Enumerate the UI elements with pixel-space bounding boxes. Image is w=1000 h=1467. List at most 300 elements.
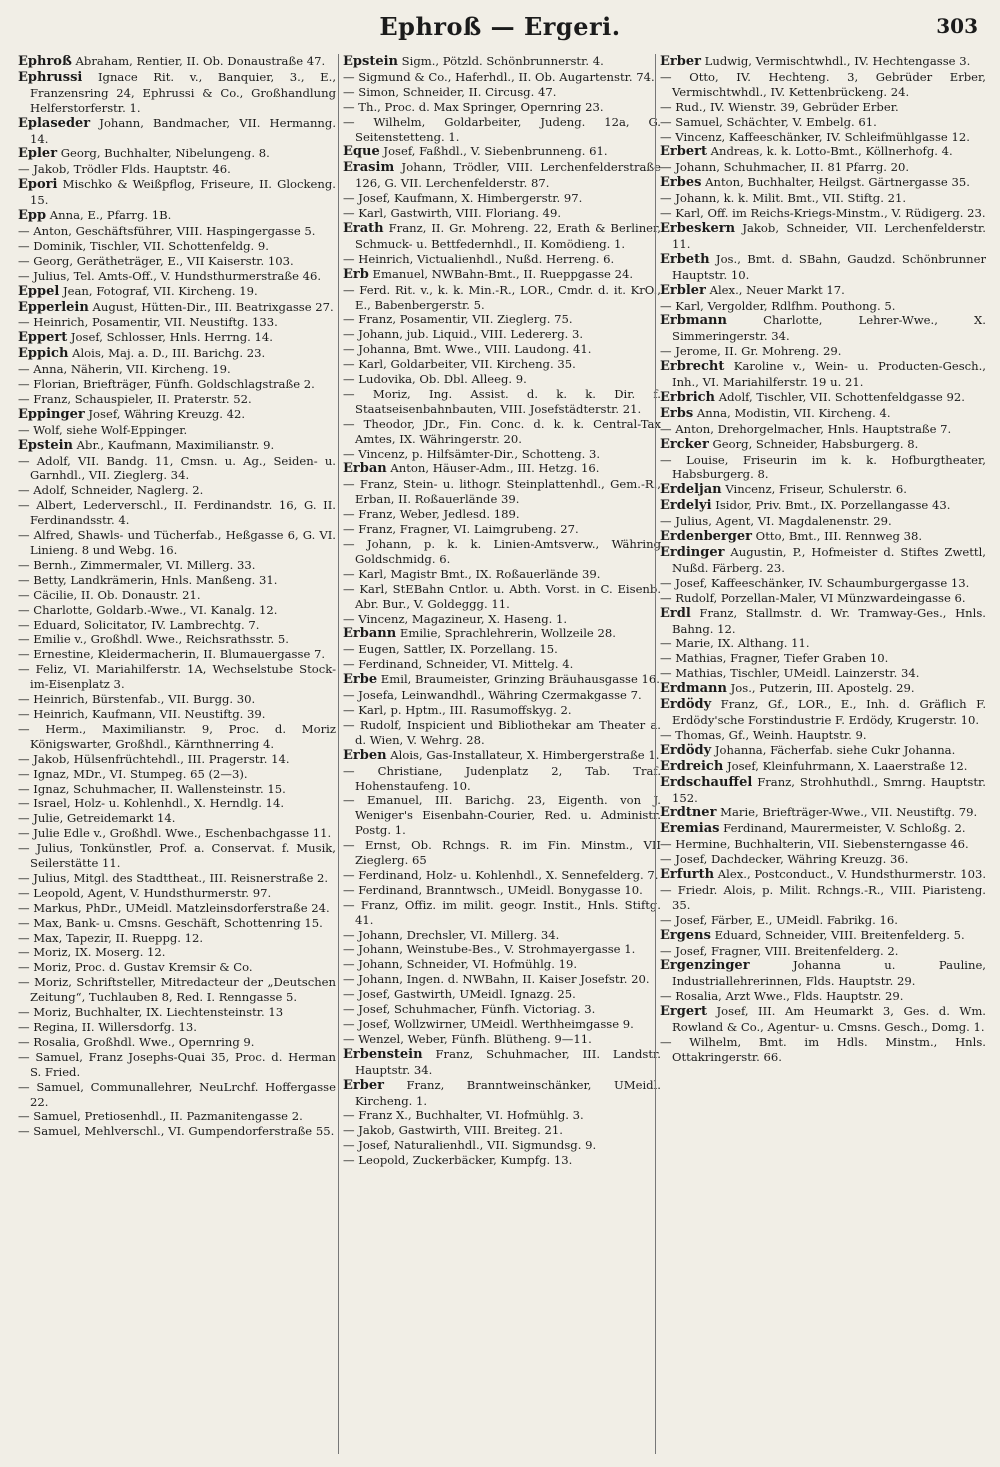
- directory-entry: [343, 417, 661, 447]
- entry-surname: Erbeth: [660, 251, 710, 267]
- directory-entry: [660, 529, 986, 545]
- directory-entry: [18, 454, 336, 484]
- entry-surname: Epler: [18, 146, 58, 162]
- directory-entry: [343, 1078, 661, 1109]
- entry-text: — Bernh., Zimmermaler, VI. Millerg. 33.: [18, 557, 256, 572]
- entry-text: Jean, Fotograf, VII. Kircheng. 19.: [59, 283, 258, 298]
- entry-text: — Jerome, II. Gr. Mohreng. 29.: [660, 344, 842, 359]
- directory-entry: [18, 811, 336, 826]
- entry-text: — Th., Proc. d. Max Springer, Opernring 23.: [343, 99, 604, 114]
- entry-text: Johanna u. Pauline, Industriallehrerinnen, Flds. Hauptstr. 29.: [672, 958, 986, 989]
- directory-entry: [18, 1080, 336, 1110]
- entry-text: — Eugen, Sattler, IX. Porzellang. 15.: [343, 642, 558, 657]
- directory-entry: [343, 972, 661, 987]
- entry-text: Johann, Bandmacher, VII. Hermanng. 14.: [30, 115, 336, 146]
- entry-surname: Erben: [343, 747, 387, 763]
- directory-entry: [18, 239, 336, 254]
- directory-entry: [18, 269, 336, 284]
- entry-text: Abraham, Rentier, II. Ob. Donaustraße 47.: [71, 54, 326, 68]
- entry-text: — Thomas, Gf., Weinh. Hauptstr. 9.: [660, 727, 867, 742]
- directory-entry: [18, 618, 336, 633]
- directory-entry: [343, 868, 661, 883]
- directory-entry: [18, 177, 336, 208]
- entry-text: Johanna, Fächerfab. siehe Cukr Johanna.: [711, 742, 956, 757]
- directory-entry: [660, 359, 986, 390]
- entry-text: Alex., Postconduct., V. Hundsthurmerstr. 103.: [714, 867, 986, 882]
- entry-surname: Ephroß: [18, 54, 72, 69]
- entry-surname: Erdtner: [660, 805, 717, 821]
- directory-entry: [18, 315, 336, 330]
- entry-text: — Johann, jub. Liquid., VIII. Ledererg. 3.: [343, 327, 584, 342]
- entry-text: Josef, Währing Kreuzg. 42.: [84, 406, 246, 421]
- directory-entry: [343, 793, 661, 838]
- entry-surname: Erbeskern: [660, 220, 736, 236]
- entry-text: — Franz X., Buchhalter, VI. Hofmühlg. 3.: [343, 1108, 584, 1123]
- directory-entry: [343, 1047, 661, 1078]
- directory-entry: [343, 987, 661, 1002]
- entry-text: — Samuel, Mehlverschl., VI. Gumpendorferstraße 55.: [18, 1124, 335, 1139]
- directory-entry: [343, 283, 661, 313]
- directory-entry: [343, 612, 661, 627]
- entry-text: — Leopold, Zuckerbäcker, Kumpfg. 13.: [343, 1153, 573, 1168]
- directory-entry: [660, 514, 986, 529]
- entry-surname: Ergert: [660, 1004, 707, 1020]
- entry-text: — Franz, Fragner, VI. Laimgrubeng. 27.: [343, 522, 579, 537]
- directory-entry: [343, 115, 661, 145]
- entry-text: — Markus, PhDr., UMeidl. Matzleinsdorferstraße 24.: [18, 900, 330, 915]
- entry-text: — Hermine, Buchhalterin, VII. Siebensterngasse 46.: [660, 837, 969, 852]
- entry-surname: Erban: [343, 461, 387, 477]
- column-middle: [338, 54, 661, 1454]
- entry-surname: Erber: [660, 54, 701, 69]
- entry-text: — Christiane, Judenplatz 2, Tab. Traf. Hohenstaufeng. 10.: [343, 763, 661, 793]
- directory-entry: [18, 116, 336, 147]
- directory-entry: [343, 942, 661, 957]
- entry-text: — Josef, Färber, E., UMeidl. Fabrikg. 16.: [660, 912, 898, 927]
- entry-text: — Heinrich, Bürstenfab., VII. Burgg. 30.: [18, 692, 256, 707]
- entry-text: — Emanuel, III. Barichg. 23, Eigenth. von J. Weniger's Eisenbahn-Courier, Red. u. Administr. Postg. 1.: [343, 793, 661, 838]
- entry-text: — Julius, Agent, VI. Magdalenenstr. 29.: [660, 514, 892, 529]
- entry-surname: Erdmann: [660, 681, 727, 697]
- directory-entry: [343, 688, 661, 703]
- entry-surname: Erdreich: [660, 758, 724, 774]
- directory-entry: [660, 283, 986, 299]
- directory-entry: [343, 477, 661, 507]
- directory-entry: [18, 901, 336, 916]
- entry-surname: Erdödy: [660, 742, 712, 758]
- directory-entry: [18, 392, 336, 407]
- entry-text: — Eduard, Solicitator, IV. Lambrechtg. 7.: [18, 617, 260, 632]
- directory-entry: [18, 377, 336, 392]
- entry-text: — Johann, Weinstube-Bes., V. Strohmayergasse 1.: [343, 942, 636, 957]
- entry-text: — Samuel, Franz Josephs-Quai 35, Proc. d. Herman S. Fried.: [18, 1049, 336, 1079]
- entry-text: — Cäcilie, II. Ob. Donaustr. 21.: [18, 587, 201, 602]
- entry-text: — Florian, Briefträger, Fünfh. Goldschlagstraße 2.: [18, 377, 315, 392]
- directory-entry: [660, 299, 986, 314]
- entry-text: Abr., Kaufmann, Maximilianstr. 9.: [72, 437, 275, 452]
- directory-entry: [343, 461, 661, 477]
- entry-text: — Rud., IV. Wienstr. 39, Gebrüder Erber.: [660, 99, 899, 114]
- entry-text: — Theodor, JDr., Fin. Conc. d. k. k. Central-Tax Amtes, IX. Währingerstr. 20.: [343, 416, 661, 446]
- entry-text: — Alfred, Shawls- und Tücherfab., Heßgasse 6, G. VI. Linieng. 8 und Webg. 16.: [18, 528, 336, 557]
- entry-text: — Ernst, Ob. Rchngs. R. im Fin. Minstm., VII Zieglerg. 65: [343, 838, 661, 868]
- directory-entry: [660, 437, 986, 453]
- entry-text: — Moriz, Proc. d. Gustav Kremsir & Co.: [18, 960, 253, 975]
- entry-text: — Ernestine, Kleidermacherin, II. Blumauergasse 7.: [18, 647, 326, 662]
- directory-entry: [343, 312, 661, 327]
- entry-text: — Jakob, Gastwirth, VIII. Breiteg. 21.: [343, 1123, 563, 1138]
- entry-surname: Erdl: [660, 605, 691, 621]
- directory-entry: [343, 357, 661, 372]
- directory-entry: [18, 916, 336, 931]
- entry-text: — Otto, IV. Hechteng. 3, Gebrüder Erber, Vermischtwhdl., IV. Kettenbrückeng. 24.: [660, 69, 986, 99]
- directory-entry: [660, 453, 986, 483]
- directory-entry: [660, 344, 986, 359]
- directory-entry: [660, 821, 986, 837]
- entry-text: — Sigmund & Co., Haferhdl., II. Ob. Augartenstr. 74.: [343, 69, 655, 84]
- directory-entry: [18, 662, 336, 692]
- directory-entry: [18, 224, 336, 239]
- directory-entry: [343, 387, 661, 417]
- entry-surname: Erdenberger: [660, 529, 752, 545]
- directory-entry: [18, 796, 336, 811]
- directory-entry: [343, 1002, 661, 1017]
- directory-entry: [660, 1035, 986, 1065]
- directory-entry: [18, 722, 336, 752]
- directory-entry: [343, 267, 661, 283]
- page-number: 303: [936, 14, 978, 38]
- entry-text: Emilie, Sprachlehrerin, Wollzeile 28.: [396, 626, 616, 641]
- directory-entry: [660, 636, 986, 651]
- entry-text: Josef, Faßhdl., V. Siebenbrunneng. 61.: [379, 144, 608, 159]
- entry-text: — Johann, Ingen. d. NWBahn, II. Kaiser Josefstr. 20.: [343, 972, 650, 987]
- entry-text: — Simon, Schneider, II. Circusg. 47.: [343, 84, 557, 99]
- entry-text: — Karl, Gastwirth, VIII. Floriang. 49.: [343, 206, 561, 221]
- entry-text: — Jakob, Trödler Flds. Hauptstr. 46.: [18, 162, 231, 177]
- directory-entry: [343, 957, 661, 972]
- entry-text: Jos., Bmt. d. SBahn, Gaudzd. Schönbrunner Hauptstr. 10.: [672, 251, 986, 282]
- directory-entry: [343, 1123, 661, 1138]
- directory-entry: [18, 254, 336, 269]
- entry-surname: Eque: [343, 144, 380, 160]
- entry-text: Anna, Modistin, VII. Kircheng. 4.: [693, 405, 891, 420]
- entry-surname: Eplaseder: [18, 115, 91, 131]
- entry-text: — Charlotte, Goldarb.-Wwe., VI. Kanalg. 12.: [18, 602, 278, 617]
- directory-entry: [660, 837, 986, 852]
- directory-entry: [18, 208, 336, 224]
- entry-text: Jos., Putzerin, III. Apostelg. 29.: [726, 681, 915, 696]
- entry-text: — Franz, Stein- u. lithogr. Steinplattenhdl., Gem.-R., Erban, II. Roßauerlände 39.: [343, 477, 661, 507]
- directory-entry: [18, 1035, 336, 1050]
- directory-entry: [660, 743, 986, 759]
- directory-entry: [18, 498, 336, 528]
- entry-text: Alois, Gas-Installateur, X. Himbergerstraße 1.: [386, 747, 660, 762]
- entry-text: — Josef, Kaufmann, X. Himbergerstr. 97.: [343, 191, 583, 206]
- entry-text: Sigm., Pötzld. Schönbrunnerstr. 4.: [397, 54, 604, 68]
- directory-entry: [18, 362, 336, 377]
- entry-text: — Ferdinand, Holz- u. Kohlenhdl., X. Sennefelderg. 7.: [343, 867, 659, 882]
- entry-text: Anton, Buchhalter, Heilgst. Gärtnergasse 35.: [701, 175, 970, 190]
- entry-text: — Moriz, Buchhalter, IX. Liechtensteinstr. 13: [18, 1005, 284, 1020]
- entry-text: Franz, II. Gr. Mohreng. 22, Erath & Berliner, Schmuck- u. Bettfedernhdl., II. Komödieng. 1.: [355, 220, 661, 251]
- entry-text: — Josef, Naturalienhdl., VII. Sigmundsg. 9.: [343, 1138, 597, 1153]
- entry-text: — Samuel, Schächter, V. Embelg. 61.: [660, 114, 877, 129]
- entry-text: — Georg, Gerätheträger, E., VII Kaiserstr. 103.: [18, 253, 294, 268]
- entry-surname: Erbrecht: [660, 359, 725, 375]
- entry-text: — Rudolf, Porzellan-Maler, VI Münzwardeingasse 6.: [660, 590, 966, 605]
- directory-entry: [343, 1032, 661, 1047]
- entry-surname: Erdeljan: [660, 482, 722, 498]
- entry-text: — Adolf, VII. Bandg. 11, Cmsn. u. Ag., Seiden- u. Garnhdl., VII. Zieglerg. 34.: [18, 453, 336, 483]
- directory-entry: [660, 100, 986, 115]
- entry-surname: Erasim: [343, 160, 395, 176]
- entry-surname: Epp: [18, 208, 47, 224]
- directory-entry: [18, 647, 336, 662]
- entry-text: — Franz, Posamentir, VII. Zieglerg. 75.: [343, 312, 573, 327]
- entry-surname: Erb: [343, 266, 369, 282]
- entry-text: — Vincenz, Magazineur, X. Haseng. 1.: [343, 611, 568, 626]
- entry-text: Jakob, Schneider, VII. Lerchenfelderstr. 11.: [672, 220, 986, 251]
- directory-entry: [660, 406, 986, 422]
- entry-text: Josef, Kleinfuhrmann, X. Laaerstraße 12.: [723, 758, 968, 773]
- directory-entry: [343, 537, 661, 567]
- entry-text: — Moriz, IX. Moserg. 12.: [18, 945, 166, 960]
- entry-surname: Epstein: [343, 54, 398, 69]
- entry-text: — Franz, Offiz. im milit. geogr. Instit., Hnls. Stiftg. 41.: [343, 897, 661, 927]
- directory-entry: [660, 144, 986, 160]
- directory-entry: [18, 707, 336, 722]
- entry-text: — Anna, Näherin, VII. Kircheng. 19.: [18, 362, 231, 377]
- directory-entry: [343, 672, 661, 688]
- entry-surname: Erbann: [343, 626, 397, 642]
- directory-entry: [343, 342, 661, 357]
- directory-entry: [343, 567, 661, 582]
- entry-text: — Josef, Wollzwirner, UMeidl. Werthheimgasse 9.: [343, 1017, 634, 1031]
- directory-entry: [18, 886, 336, 901]
- directory-entry: [18, 330, 336, 346]
- directory-entry: [18, 841, 336, 871]
- entry-text: — Ignaz, MDr., VI. Stumpeg. 65 (2—3).: [18, 766, 248, 781]
- directory-entry: [343, 252, 661, 267]
- directory-entry: [660, 606, 986, 637]
- page-header: [0, 12, 1000, 46]
- entry-text: — Dominik, Tischler, VII. Schottenfeldg. 9.: [18, 238, 269, 253]
- entry-text: — Samuel, Communallehrer, NeuLrchf. Hoffergasse 22.: [18, 1079, 336, 1109]
- entry-text: — Heinrich, Posamentir, VII. Neustiftg. 133.: [18, 315, 278, 330]
- entry-text: — Josef, Gastwirth, UMeidl. Ignazg. 25.: [343, 987, 576, 1002]
- directory-entry: [18, 70, 336, 116]
- entry-text: — Johann, Schneider, VI. Hofmühlg. 19.: [343, 957, 578, 972]
- entry-surname: Erdschauffel: [660, 774, 753, 790]
- directory-entry: [660, 651, 986, 666]
- directory-entry: [18, 423, 336, 438]
- entry-surname: Erbenstein: [343, 1046, 423, 1062]
- entry-surname: Erdelyi: [660, 498, 712, 514]
- entry-text: Augustin, P., Hofmeister d. Stiftes Zwettl, Nußd. Färberg. 23.: [672, 545, 986, 575]
- entry-text: Franz, Gf., LOR., E., Inh. d. Gräflich F. Erdödy'sche Forstindustrie F. Erdödy, Krugerstr. 10.: [672, 697, 986, 727]
- entry-text: — Karl, StEBahn Cntlor. u. Abth. Vorst. in C. Eisenb. Abr. Bur., V. Goldeggg. 11.: [343, 581, 661, 611]
- entry-text: — Ferd. Rit. v., k. k. Min.-R., LOR., Cmdr. d. it. KrO., E., Babenbergerstr. 5.: [343, 282, 661, 312]
- entry-text: Franz, Strohhuthdl., Smrng. Hauptstr. 152.: [672, 774, 986, 805]
- directory-entry: [18, 300, 336, 316]
- directory-entry: [660, 390, 986, 406]
- entry-surname: Ercker: [660, 436, 709, 452]
- entry-text: Ludwig, Vermischtwhdl., IV. Hechtengasse 3.: [700, 54, 971, 68]
- entry-text: Ferdinand, Maurermeister, V. Schloßg. 2.: [719, 821, 966, 836]
- entry-text: Mischko & Weißpflog, Friseure, II. Glockeng. 15.: [30, 177, 336, 208]
- directory-entry: [18, 558, 336, 573]
- directory-entry: [660, 482, 986, 498]
- column-left: [18, 54, 336, 1454]
- entry-text: — Wilhelm, Bmt. im Hdls. Minstm., Hnls. Ottakringerstr. 66.: [660, 1035, 986, 1064]
- directory-entry: [18, 284, 336, 300]
- entry-text: — Jakob, Hülsenfrüchtehdl., III. Pragerstr. 14.: [18, 751, 290, 766]
- directory-entry: [343, 928, 661, 943]
- directory-entry: [18, 632, 336, 647]
- directory-entry: [18, 438, 336, 454]
- entry-text: — Karl, Goldarbeiter, VII. Kircheng. 35.: [343, 357, 576, 372]
- entry-text: — Louise, Friseurin im k. k. Hofburgtheater, Habsburgerg. 8.: [660, 452, 986, 482]
- directory-entry: [343, 838, 661, 868]
- entry-text: — Ignaz, Schuhmacher, II. Wallensteinstr. 15.: [18, 781, 286, 796]
- entry-text: — Anton, Geschäftsführer, VIII. Haspingergasse 5.: [18, 223, 316, 238]
- directory-entry: [343, 1108, 661, 1123]
- directory-entry: [660, 70, 986, 100]
- entry-surname: Erbler: [660, 282, 706, 298]
- directory-entry: [660, 681, 986, 697]
- entry-text: — Johann, k. k. Milit. Bmt., VII. Stiftg. 21.: [660, 191, 907, 206]
- running-head-title: Ephroß — Ergeri.: [379, 12, 621, 41]
- entry-text: — Samuel, Pretiosenhdl., II. Pazmanitengasse 2.: [18, 1109, 303, 1124]
- directory-entry: [660, 313, 986, 344]
- entry-text: Eduard, Schneider, VIII. Breitenfelderg. 5.: [710, 927, 965, 942]
- entry-surname: Eremias: [660, 821, 720, 837]
- directory-entry: [18, 692, 336, 707]
- directory-entry: [18, 588, 336, 603]
- directory-entry: [660, 545, 986, 576]
- directory-entry: [18, 752, 336, 767]
- directory-entry: [343, 1153, 661, 1168]
- entry-text: — Mathias, Fragner, Tiefer Graben 10.: [660, 651, 889, 666]
- directory-entry: [660, 54, 986, 70]
- entry-text: — Franz, Schauspieler, II. Praterstr. 52.: [18, 391, 252, 406]
- entry-text: — Anton, Drehorgelmacher, Hnls. Hauptstraße 7.: [660, 421, 952, 436]
- entry-surname: Eppinger: [18, 406, 85, 422]
- entry-text: Johann, Trödler, VIII. Lerchenfelderstraße 126, G. VII. Lerchenfelderstr. 87.: [355, 160, 661, 191]
- directory-entry: [18, 767, 336, 782]
- directory-entry: [343, 54, 661, 70]
- entry-text: — Johann, Schuhmacher, II. 81 Pfarrg. 20.: [660, 160, 910, 175]
- entry-text: — Max, Tapezir, II. Rueppg. 12.: [18, 930, 204, 945]
- entry-text: — Johanna, Bmt. Wwe., VIII. Laudong. 41.: [343, 342, 592, 357]
- directory-entry: [660, 852, 986, 867]
- entry-surname: Eppert: [18, 330, 68, 346]
- directory-entry: [18, 1020, 336, 1035]
- directory-entry: [18, 1109, 336, 1124]
- entry-surname: Erfurth: [660, 867, 715, 883]
- directory-entry: [660, 591, 986, 606]
- directory-entry: [18, 528, 336, 558]
- entry-text: — Karl, Off. im Reichs-Kriegs-Minstm., V. Rüdigerg. 23.: [660, 206, 986, 221]
- entry-text: — Josef, Dachdecker, Währing Kreuzg. 36.: [660, 852, 909, 867]
- entry-text: Alois, Maj. a. D., III. Barichg. 23.: [68, 346, 266, 361]
- directory-entry: [660, 944, 986, 959]
- entry-text: — Vincenz, p. Hilfsämter-Dir., Schotteng. 3.: [343, 446, 601, 461]
- entry-text: Otto, Bmt., III. Rennweg 38.: [752, 529, 923, 544]
- directory-entry: [660, 252, 986, 283]
- entry-text: — Marie, IX. Althang. 11.: [660, 636, 810, 651]
- directory-entry: [18, 407, 336, 423]
- entry-surname: Epstein: [18, 437, 73, 453]
- directory-entry: [18, 573, 336, 588]
- directory-entry: [343, 748, 661, 764]
- entry-text: Franz, Stallmstr. d. Wr. Tramway-Ges., Hnls. Bahng. 12.: [672, 605, 986, 636]
- directory-entry: [18, 146, 336, 162]
- entry-text: — Adolf, Schneider, Naglerg. 2.: [18, 483, 204, 498]
- directory-entry: [660, 1004, 986, 1035]
- entry-text: — Emilie v., Großhdl. Wwe., Reichsrathsstr. 5.: [18, 632, 289, 647]
- entry-text: — Max, Bank- u. Cmsns. Geschäft, Schottenring 15.: [18, 915, 323, 930]
- directory-entry: [660, 913, 986, 928]
- directory-entry: [18, 931, 336, 946]
- directory-entry: [660, 160, 986, 175]
- directory-entry: [343, 1017, 661, 1032]
- entry-surname: Erbs: [660, 405, 694, 421]
- entry-text: Marie, Briefträger-Wwe., VII. Neustiftg. 79.: [716, 805, 978, 820]
- directory-entry: [660, 191, 986, 206]
- entry-text: Josef, III. Am Heumarkt 3, Ges. d. Wm. Rowland & Co., Agentur- u. Cmsns. Gesch., Domg. 1.: [672, 1004, 986, 1035]
- entry-text: — Albert, Lederverschl., II. Ferdinandstr. 16, G. II. Ferdinandsstr. 4.: [18, 498, 336, 528]
- entry-text: Charlotte, Lehrer-Wwe., X. Simmeringerstr. 34.: [672, 313, 986, 344]
- entry-text: — Herm., Maximilianstr. 9, Proc. d. Moriz Königswarter, Großhdl., Kärnthnerring 4.: [18, 721, 336, 751]
- directory-entry: [343, 582, 661, 612]
- directory-entry: [660, 759, 986, 775]
- entry-surname: Erbe: [343, 672, 378, 688]
- entry-text: Georg, Schneider, Habsburgerg. 8.: [708, 436, 919, 451]
- directory-entry: [660, 422, 986, 437]
- entry-text: Vincenz, Friseur, Schulerstr. 6.: [721, 482, 907, 497]
- entry-surname: Ephrussi: [18, 69, 83, 85]
- directory-entry: [18, 603, 336, 618]
- entry-surname: Ergenzinger: [660, 958, 750, 974]
- entry-surname: Erbrich: [660, 389, 716, 405]
- entry-text: — Friedr. Alois, p. Milit. Rchngs.-R., VIII. Piaristeng. 35.: [660, 882, 986, 912]
- directory-entry: [18, 1005, 336, 1020]
- entry-surname: Erbes: [660, 175, 702, 191]
- entry-text: — Julius, Mitgl. des Stadttheat., III. Reisnerstraße 2.: [18, 870, 329, 885]
- directory-entry: [343, 703, 661, 718]
- entry-surname: Epperlein: [18, 299, 89, 315]
- entry-text: — Moriz, Ing. Assist. d. k. k. Dir. f. Staatseisenbahnbauten, VIII. Josefstädterstr. 21.: [343, 386, 661, 416]
- entry-text: Karoline v., Wein- u. Producten-Gesch., Inh., VI. Mariahilferstr. 19 u. 21.: [672, 359, 986, 390]
- entry-text: — Josef, Fragner, VIII. Breitenfelderg. 2.: [660, 943, 899, 958]
- entry-text: — Karl, Magistr Bmt., IX. Roßauerlände 39.: [343, 566, 601, 581]
- entry-surname: Erath: [343, 220, 384, 236]
- directory-entry: [18, 162, 336, 177]
- directory-entry: [18, 960, 336, 975]
- directory-entry: [343, 1138, 661, 1153]
- column-right: [655, 54, 986, 1454]
- directory-entry: [660, 805, 986, 821]
- directory-entry: [343, 642, 661, 657]
- entry-text: — Julius, Tonkünstler, Prof. a. Conservat. f. Musik, Seilerstätte 11.: [18, 841, 336, 871]
- entry-surname: Eppich: [18, 346, 69, 362]
- directory-entry: [660, 498, 986, 514]
- entry-text: Anna, E., Pfarrg. 1B.: [46, 208, 172, 223]
- entry-surname: Erbmann: [660, 313, 727, 329]
- entry-text: — Karl, Vergolder, Rdlfhm. Pouthong. 5.: [660, 298, 896, 313]
- directory-entry: [343, 626, 661, 642]
